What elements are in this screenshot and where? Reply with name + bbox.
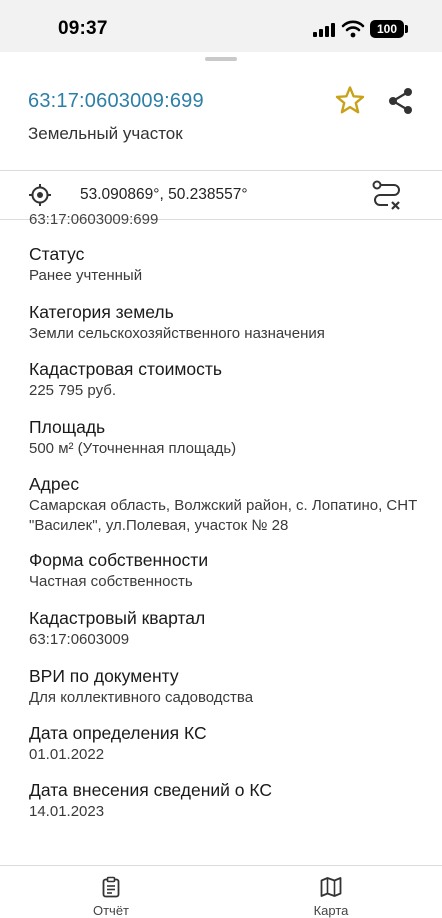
- field-value: Самарская область, Волжский район, с. Лопатино, СНТ "Василек", ул.Полевая, участок № 28: [29, 497, 418, 534]
- tab-report[interactable]: [51, 866, 171, 918]
- cadastral-number-title[interactable]: 63:17:0603009:699: [28, 90, 204, 112]
- field-label: Статус: [29, 244, 85, 264]
- field-label: Категория земель: [29, 302, 174, 322]
- field-label: Форма собственности: [29, 550, 209, 570]
- route-cancel-icon[interactable]: [370, 179, 404, 213]
- field-area: [29, 416, 429, 459]
- map-icon: [320, 876, 342, 898]
- status-bar: [0, 0, 442, 52]
- field-value: Частная собственность: [29, 573, 193, 590]
- field-value: 14.01.2023: [29, 803, 105, 820]
- wifi-icon: [342, 20, 364, 38]
- field-ownership: [29, 549, 429, 592]
- battery-icon: 100: [370, 20, 404, 38]
- status-time: 09:37: [58, 18, 108, 39]
- field-value: 01.01.2022: [29, 746, 105, 763]
- tab-map-label: Карта: [313, 903, 349, 918]
- field-label: ВРИ по документу: [29, 666, 179, 686]
- field-permitted-use: [29, 665, 429, 708]
- field-cadastral-quarter: [29, 607, 429, 650]
- object-type-subtitle: Земельный участок: [28, 124, 183, 143]
- tab-map[interactable]: [271, 866, 391, 918]
- battery-tip: [405, 25, 408, 33]
- sheet-drag-handle[interactable]: [205, 57, 237, 61]
- field-value: Для коллективного садоводства: [29, 689, 254, 706]
- field-valuation-entry-date: [29, 779, 429, 822]
- field-value: 225 795 руб.: [29, 382, 116, 399]
- field-value: 500 м² (Уточненная площадь): [29, 440, 237, 457]
- bottom-tab-bar: [0, 865, 442, 918]
- location-target-icon[interactable]: [28, 183, 52, 207]
- field-label: Дата определения КС: [29, 723, 207, 743]
- field-label: Адрес: [29, 474, 80, 494]
- coordinates-text[interactable]: 53.090869°, 50.238557°: [80, 186, 248, 203]
- tab-report-label: Отчёт: [92, 903, 130, 918]
- share-icon[interactable]: [386, 86, 416, 116]
- field-value: Земли сельскохозяйственного назначения: [29, 325, 325, 342]
- star-outline-icon[interactable]: [333, 84, 367, 118]
- field-address: [29, 473, 429, 536]
- clipboard-icon: [100, 876, 122, 898]
- field-label: Площадь: [29, 417, 106, 437]
- field-label: Кадастровый квартал: [29, 608, 206, 628]
- field-land-category: [29, 301, 429, 344]
- field-value: Ранее учтенный: [29, 267, 143, 284]
- scrolled-field-value: 63:17:0603009:699: [29, 211, 159, 228]
- field-cadastral-value: [29, 358, 429, 401]
- field-label: Дата внесения сведений о КС: [29, 780, 273, 800]
- field-status: [29, 243, 429, 286]
- object-details-list[interactable]: [0, 211, 442, 865]
- cellular-signal-icon: [313, 23, 337, 37]
- field-value: 63:17:0603009: [29, 631, 130, 648]
- field-label: Кадастровая стоимость: [29, 359, 222, 379]
- field-valuation-date: [29, 722, 429, 765]
- object-header: [0, 52, 442, 170]
